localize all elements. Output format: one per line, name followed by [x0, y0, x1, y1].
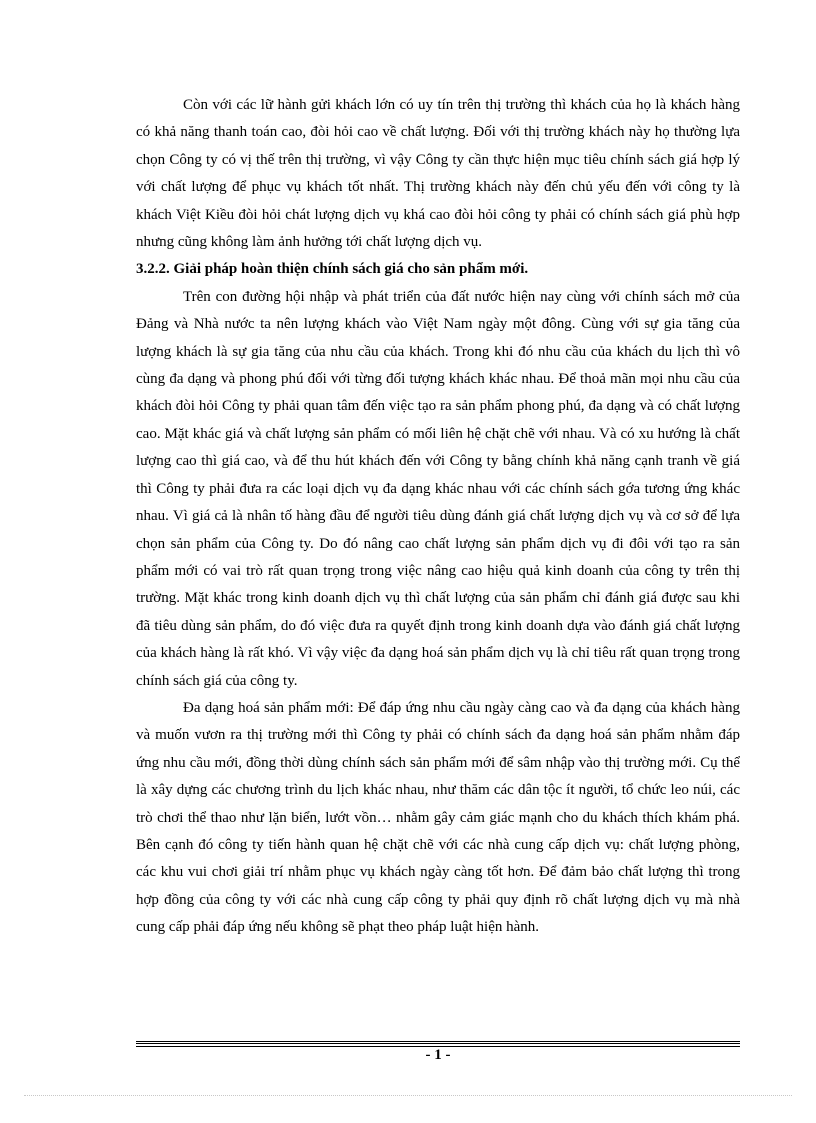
page-number: - 1 - — [425, 1047, 451, 1063]
paragraph-main: Trên con đường hội nhập và phát triển của đất nước hiện nay cùng với chính sách mở của Đảng và Nhà nước ta nên lượng khách vào Việt Nam ngày một đông. Cùng với sự gia tăng của lượng khách là sự gia tăng của nhu cầu của khách. Trong khi đó nhu cầu của khách du lịch thì vô cùng đa dạng và phong phú đối với từng đối tượng khách khác nhau. Để thoả mãn mọi nhu cầu của khách đòi hỏi Công ty phải quan tâm đến việc tạo ra sản phẩm phong phú, đa dạng và có chất lượng cao. Mặt khác giá và chất lượng sản phẩm có mối liên hệ chặt chẽ với nhau. Và có xu hướng là chất lượng cao thì giá cao, và để thu hút khách đến với Công ty bằng chính khả năng cạnh tranh về giá thì Công ty phải đưa ra các loại dịch vụ đa dạng khác nhau với các chính sách gớa tương ứng khác nhau. Vì giá cả là nhân tố hàng đầu để người tiêu dùng đánh giá chất lượng dịch vụ và cơ sở để lựa chọn sản phẩm của Công ty. Do đó nâng cao chất lượng sản phẩm dịch vụ đi đôi với tạo ra sản phẩm mới có vai trò rất quan trọng trong việc nâng cao hiệu quả kinh doanh của công ty trên thị trường. Mặt khác trong kinh doanh dịch vụ thì chất lượng của sản phẩm chỉ đánh giá được sau khi đã tiêu dùng sản phẩm, do đó việc đưa ra quyết định trong kinh doanh dựa vào đánh giá chất lượng của khách hàng là rất khó. Vì vậy việc đa dạng hoá sản phẩm dịch vụ là chỉ tiêu rất quan trọng trong chính sách giá của công ty. — [136, 288, 740, 689]
body-text — [136, 92, 740, 942]
section-heading: 3.2.2. Giải pháp hoàn thiện chính sách giá cho sản phẩm mới. — [136, 261, 529, 278]
paragraph-intro: Còn với các lữ hành gửi khách lớn có uy tín trên thị trường thì khách của họ là khách hàng có khả năng thanh toán cao, đòi hỏi cao về chất lượng. Đối với thị trường khách này họ thường lựa chọn Công ty có vị thế trên thị trường, vì vậy Công ty cần thực hiện mục tiêu chính sách giá hợp lý với chất lượng để phục vụ khách tốt nhất. Thị trường khách này đến chủ yếu đến với công ty là khách Việt Kiều đòi hỏi chát lượng dịch vụ khá cao đòi hỏi công ty phải có chính sách giá phù hợp nhưng cũng không làm ảnh hưởng tới chất lượng dịch vụ. — [136, 97, 740, 251]
paragraph-diversification: Đa dạng hoá sản phẩm mới: Để đáp ứng nhu cầu ngày càng cao và đa dạng của khách hàng và muốn vươn ra thị trường mới thì Công ty phải có chính sách đa dạng hoá sản phẩm nhằm đáp ứng nhu cầu mới, đồng thời dùng chính sách sản phẩm mới để sâm nhập vào thị trường mới. Cụ thể là xây dựng các chương trình du lịch khác nhau, như thăm các dân tộc ít người, tổ chức leo núi, các trò chơi thể thao như lặn biển, lướt vồn… nhằm gây cảm giác mạnh cho du khách thích khám phá. Bên cạnh đó công ty tiến hành quan hệ chặt chẽ với các nhà cung cấp dịch vụ: chất lượng phòng, các khu vui chơi giải trí nhằm phục vụ khách ngày càng tốt hơn. Để đảm bảo chất lượng thì trong hợp đồng của công ty với các nhà cung cấp công ty phải quy định rõ chất lượng dịch vụ mà nhà cung cấp phải đáp ứng nếu không sẽ phạt theo pháp luật hiện hành. — [136, 699, 740, 936]
page-break-dotted-line — [24, 1095, 792, 1096]
